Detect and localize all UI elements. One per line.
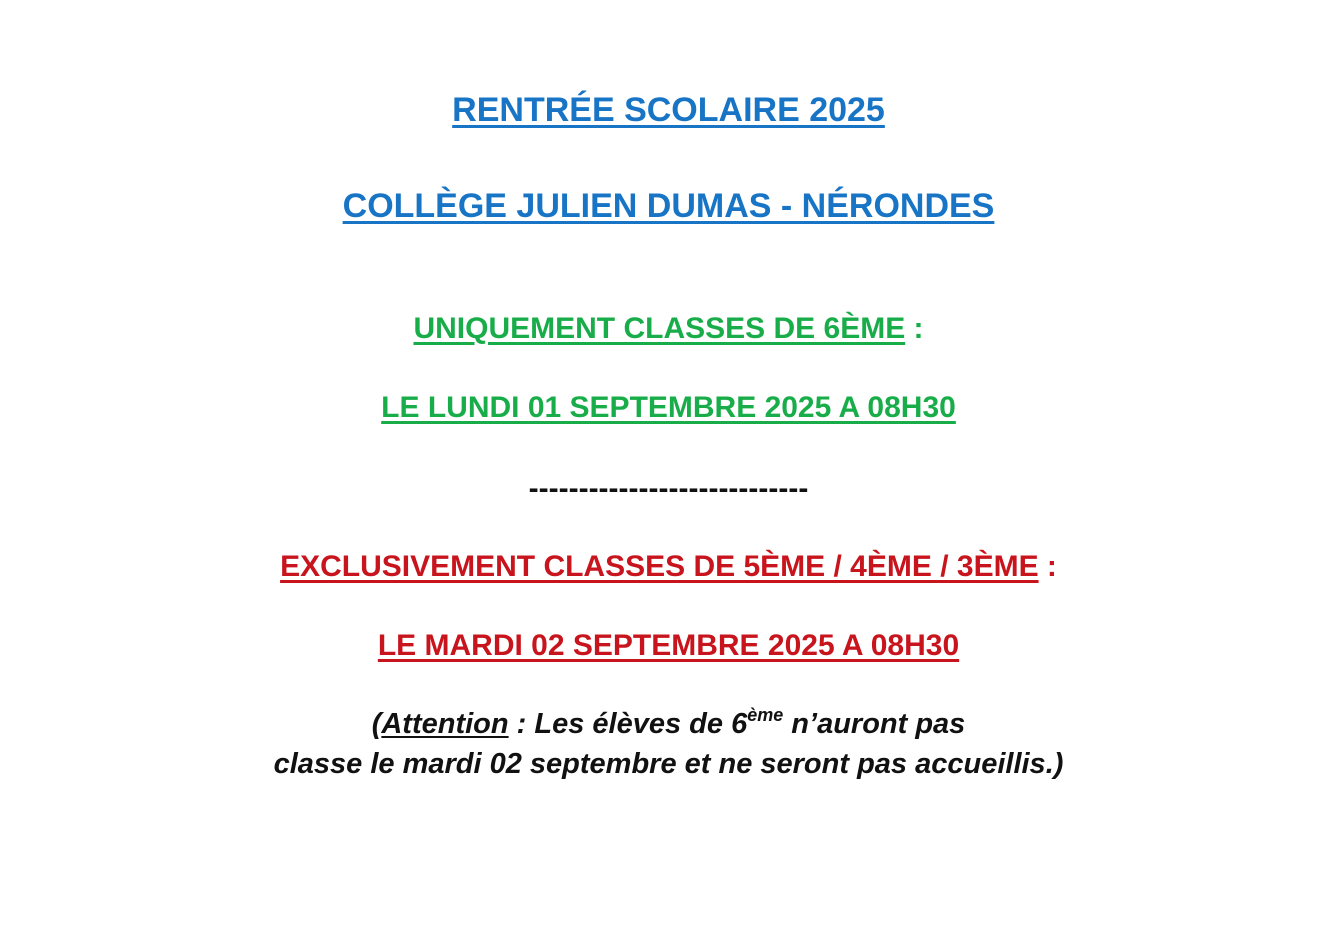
separator-line (0, 471, 1325, 507)
sixieme-date-text: LE LUNDI 01 SEPTEMBRE 2025 A 08H30 (381, 391, 956, 424)
sixieme-colon: : (905, 312, 924, 345)
note-attention: Attention (381, 708, 509, 740)
autres-date-text: LE MARDI 02 SEPTEMBRE 2025 A 08H30 (377, 629, 960, 662)
note-superscript: ème (747, 705, 784, 725)
autres-heading-text: EXCLUSIVEMENT CLASSES DE 5ÈME / 4ÈME / 3ÈME (280, 550, 1039, 583)
title-text: RENTRÉE SCOLAIRE 2025 (452, 91, 885, 129)
document-title (0, 90, 1325, 130)
autres-colon: : (1038, 550, 1057, 583)
note-line-2 (0, 746, 1325, 782)
note-text-a: : Les élèves de 6 (508, 708, 748, 740)
sixieme-heading (0, 311, 1325, 347)
autres-date (0, 628, 1325, 664)
school-name (0, 186, 1325, 226)
note-text-b: n’auront pas (783, 708, 966, 740)
note-open-paren: ( (371, 708, 382, 740)
note-line2-text: classe le mardi 02 septembre et ne seront pas accueillis. (273, 748, 1054, 780)
separator-text: ---------------------------- (528, 472, 809, 505)
note-line-1 (0, 706, 1325, 742)
autres-heading (0, 549, 1325, 585)
note-close-paren: ) (1053, 748, 1064, 780)
school-name-text: COLLÈGE JULIEN DUMAS - NÉRONDES (342, 187, 995, 225)
sixieme-heading-text: UNIQUEMENT CLASSES DE 6ÈME (413, 312, 906, 345)
sixieme-date (0, 390, 1325, 426)
